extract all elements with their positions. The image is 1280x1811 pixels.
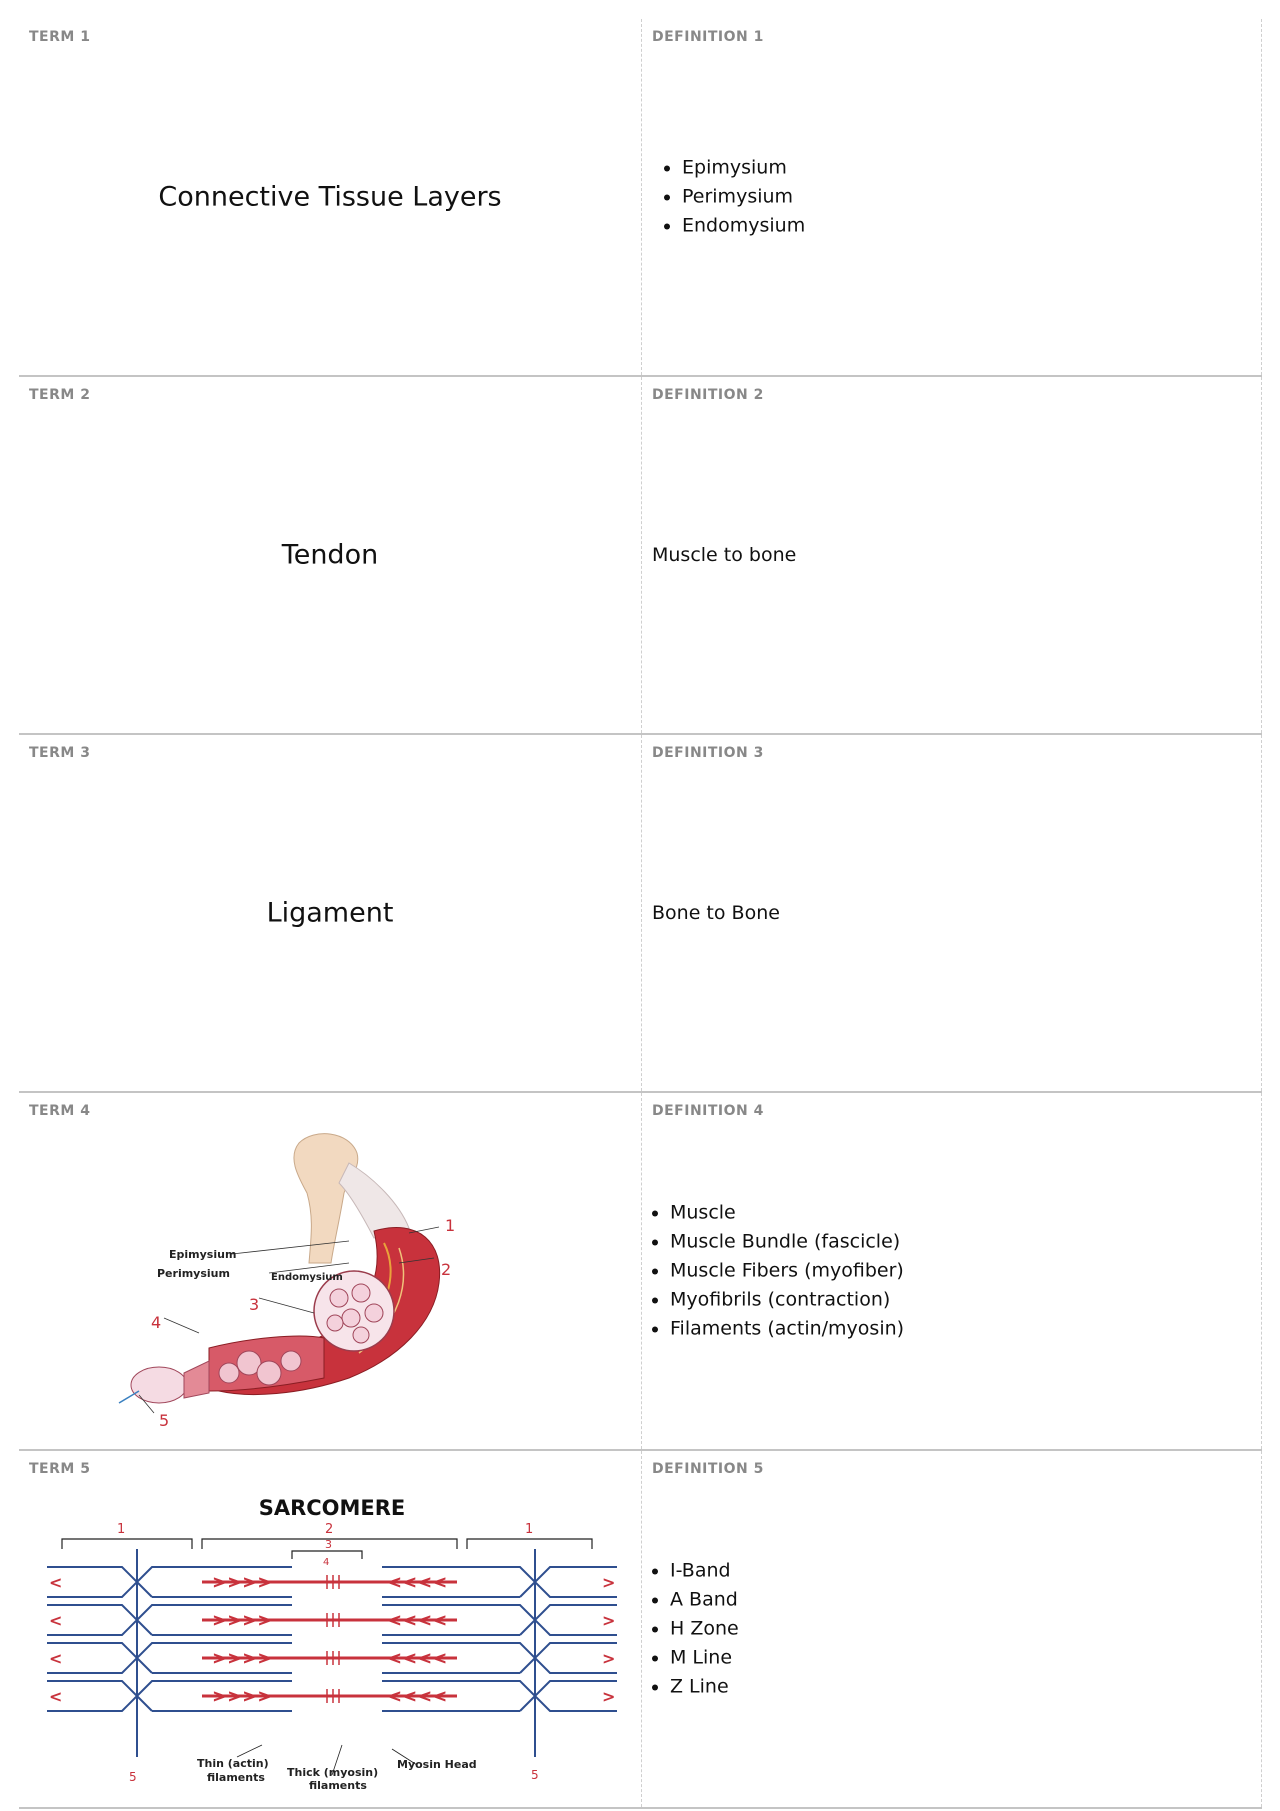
number-label: 5	[531, 1768, 539, 1782]
definition-text: Bone to Bone	[652, 902, 780, 924]
definition-label: DEFINITION 2	[652, 387, 764, 403]
svg-text:<<<<: <<<<	[387, 1610, 448, 1631]
definition-item: • M Line	[670, 1644, 739, 1673]
thick-filament-label: Thick (myosin)	[287, 1766, 379, 1779]
definition-cell	[642, 1093, 1262, 1449]
definition-item: • A Band	[670, 1586, 739, 1615]
svg-text:<: <	[49, 1687, 63, 1706]
definition-item: • Z Line	[670, 1673, 739, 1702]
thick-filament-label: filaments	[309, 1779, 367, 1792]
definition-label: DEFINITION 3	[652, 745, 764, 761]
number-label: 1	[525, 1522, 534, 1537]
filament-row	[47, 1605, 617, 1635]
definition-item: • Epimysium	[682, 154, 805, 183]
definition-cell	[642, 377, 1262, 733]
definition-item: • H Zone	[670, 1615, 739, 1644]
svg-text:>: >	[602, 1649, 616, 1668]
definition-text: Muscle to bone	[652, 544, 797, 566]
term-cell	[19, 19, 642, 375]
svg-text:>: >	[602, 1573, 616, 1592]
myosin-head-label: Myosin Head	[397, 1758, 477, 1771]
term-label: TERM 2	[29, 387, 91, 403]
definition-item: • I-Band	[670, 1557, 739, 1586]
definition-item: • Muscle	[670, 1199, 904, 1228]
definition-item: • Muscle Bundle (fascicle)	[670, 1228, 904, 1257]
number-label: 2	[441, 1260, 452, 1279]
svg-text:>: >	[602, 1687, 616, 1706]
term-text: Ligament	[266, 897, 394, 929]
term-cell	[19, 735, 642, 1091]
flashcard-sheet	[19, 19, 1262, 1809]
flashcard-row	[19, 377, 1262, 735]
term-cell	[19, 1451, 642, 1807]
flashcard-row	[19, 1451, 1262, 1809]
thin-filament-label: filaments	[207, 1771, 265, 1784]
number-label: 1	[117, 1522, 126, 1537]
term-cell	[19, 1093, 642, 1449]
term-label: TERM 3	[29, 745, 91, 761]
svg-text:>>>>: >>>>	[212, 1572, 273, 1593]
definition-cell	[642, 19, 1262, 375]
definition-list	[652, 1557, 739, 1702]
definition-item: • Myofibrils (contraction)	[670, 1286, 904, 1315]
number-label: 4	[151, 1313, 162, 1332]
definition-cell	[642, 735, 1262, 1091]
number-label: 3	[249, 1295, 260, 1314]
number-label: 2	[325, 1522, 334, 1537]
flashcard-row	[19, 19, 1262, 377]
svg-text:<: <	[49, 1649, 63, 1668]
definition-cell	[642, 1451, 1262, 1807]
definition-item: • Muscle Fibers (myofiber)	[670, 1257, 904, 1286]
filament-row	[47, 1567, 617, 1597]
perimysium-label: Perimysium	[157, 1267, 230, 1280]
term-label: TERM 1	[29, 29, 91, 45]
filament-row	[47, 1681, 617, 1711]
number-label: 4	[323, 1557, 330, 1568]
myofiber-shape	[131, 1367, 187, 1403]
muscle-structure-figure	[99, 1123, 579, 1433]
number-label: 5	[129, 1770, 137, 1784]
definition-label: DEFINITION 4	[652, 1103, 764, 1119]
tendon-shape	[339, 1163, 409, 1238]
definition-item: • Perimysium	[682, 183, 805, 212]
svg-text:>>>>: >>>>	[212, 1686, 273, 1707]
svg-text:>>>>: >>>>	[212, 1648, 273, 1669]
term-text: Tendon	[281, 539, 379, 571]
definition-label: DEFINITION 1	[652, 29, 764, 45]
number-label: 3	[325, 1538, 332, 1551]
svg-text:<<<<: <<<<	[387, 1648, 448, 1669]
definition-list	[652, 154, 805, 241]
svg-text:>: >	[602, 1611, 616, 1630]
definition-item: • Filaments (actin/myosin)	[670, 1315, 904, 1344]
thin-filament-label: Thin (actin)	[197, 1757, 269, 1770]
svg-text:>>>>: >>>>	[212, 1610, 273, 1631]
svg-text:<<<<: <<<<	[387, 1572, 448, 1593]
flashcard-row	[19, 735, 1262, 1093]
term-text: Connective Tissue Layers	[158, 181, 502, 213]
svg-text:<: <	[49, 1573, 63, 1592]
definition-label: DEFINITION 5	[652, 1461, 764, 1477]
term-label: TERM 4	[29, 1103, 91, 1119]
number-label: 1	[445, 1216, 456, 1235]
sarcomere-title: SARCOMERE	[258, 1496, 406, 1520]
flashcard-row	[19, 1093, 1262, 1451]
number-label: 5	[159, 1411, 170, 1430]
svg-text:<<<<: <<<<	[387, 1686, 448, 1707]
definition-list	[652, 1199, 904, 1344]
term-cell	[19, 377, 642, 733]
definition-item: • Endomysium	[682, 212, 805, 241]
epimysium-label: Epimysium	[169, 1248, 237, 1261]
sarcomere-figure	[47, 1487, 617, 1803]
filament-row	[47, 1643, 617, 1673]
svg-text:<: <	[49, 1611, 63, 1630]
endomysium-label: Endomysium	[271, 1272, 343, 1283]
term-label: TERM 5	[29, 1461, 91, 1477]
